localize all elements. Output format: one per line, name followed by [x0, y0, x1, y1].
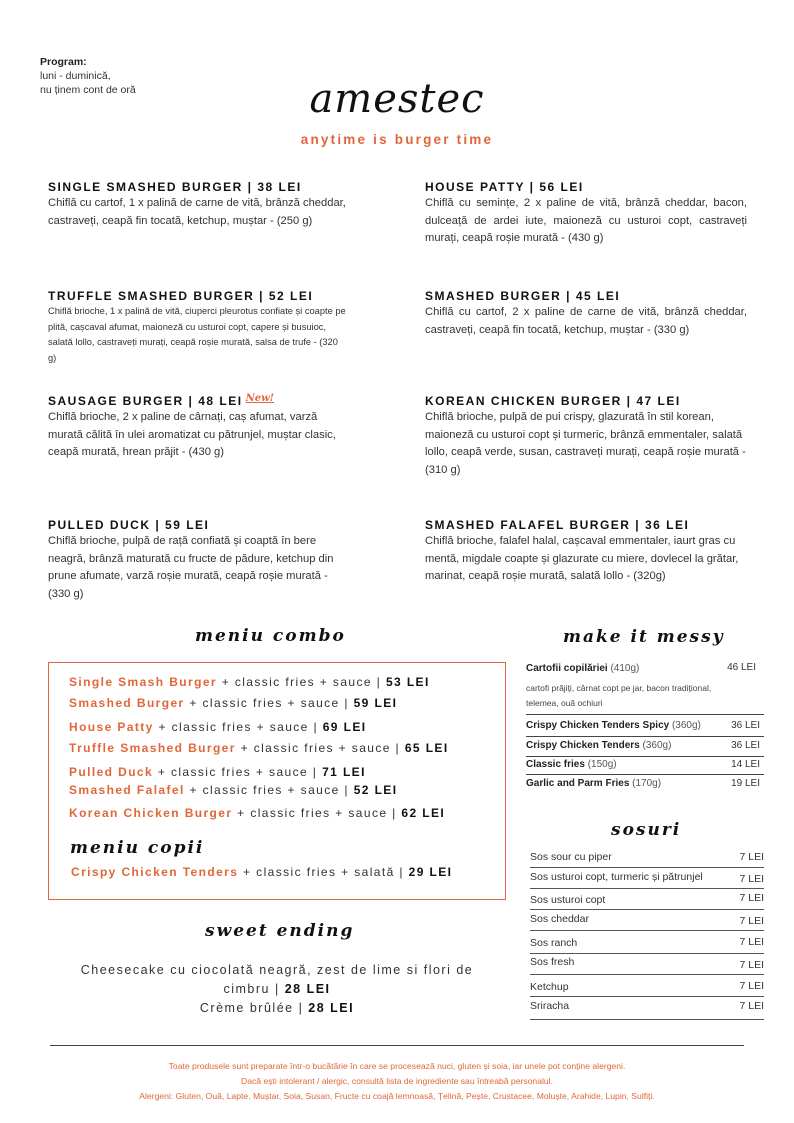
- combo-line: [69, 696, 397, 710]
- dessert-creme-brulee: [48, 999, 506, 1018]
- side-item-description: [526, 681, 776, 711]
- menu-item-title: SMASHED FALAFEL BURGER | 36 LEI: [425, 518, 690, 532]
- combo-name: House Patty: [69, 720, 154, 734]
- menu-item: [425, 289, 747, 339]
- side-item-price: 14 LEI: [731, 759, 760, 770]
- menu-item-description: Chiflă brioche, 2 x paline de cârnați, caș afumat, varză murată călită în ulei aromatizat cu pătrunjel, muștar clasic, ceapă murată, hrean prăjit - (430 g): [48, 411, 336, 458]
- dessert-cheesecake-tail: cimbru |: [223, 982, 285, 996]
- menu-item-title: SMASHED BURGER | 45 LEI: [425, 289, 621, 303]
- divider: [526, 736, 764, 737]
- sauce-item: [530, 981, 764, 993]
- sauce-price: 7 LEI: [739, 936, 764, 948]
- divider: [526, 756, 764, 757]
- sauce-name: Sos ranch: [530, 937, 578, 949]
- program-days: luni - duminică,: [40, 70, 111, 82]
- menu-item-description: Chiflă cu semințe, 2 x paline de vită, brânză cheddar, bacon, dulceață de ardei iute, maioneză cu usturoi copt, castraveți murați, ceapă roșie murată - (430 g): [425, 197, 747, 244]
- combo-name: Smashed Burger: [69, 696, 185, 710]
- combo-name: Smashed Falafel: [69, 783, 185, 797]
- dessert-cheesecake-text: Cheesecake cu ciocolată neagră, zest de lime si flori de: [80, 963, 474, 977]
- menu-item-title-text: SAUSAGE BURGER | 48 LEI: [48, 394, 243, 408]
- sauce-item: [530, 871, 764, 883]
- side-item-weight: (170g): [629, 778, 662, 789]
- sauce-price: 7 LEI: [739, 892, 764, 904]
- side-item: [526, 759, 764, 770]
- combo-extra: + classic fries + sauce |: [153, 720, 323, 734]
- combo-heading: meniu combo: [195, 626, 346, 646]
- sauce-item: [530, 1000, 764, 1012]
- side-item-price: 46 LEI: [727, 662, 756, 673]
- sauce-name: Sos usturoi copt: [530, 894, 606, 906]
- menu-item: [48, 180, 348, 230]
- combo-line: [69, 675, 430, 689]
- side-item-weight: (150g): [584, 759, 617, 770]
- divider: [530, 867, 764, 868]
- side-item-name: Classic fries: [526, 759, 585, 770]
- combo-price: 65 LEI: [404, 741, 449, 755]
- sauce-price: 7 LEI: [739, 851, 764, 863]
- side-item-name: Crispy Chicken Tenders Spicy: [526, 720, 670, 731]
- side-item: [526, 720, 764, 731]
- sauce-item: [530, 956, 764, 971]
- menu-item: [48, 289, 348, 366]
- combo-price: 52 LEI: [353, 783, 398, 797]
- side-item-weight: (360g): [669, 720, 701, 731]
- menu-item-description: Chiflă brioche, 1 x palină de vită, ciuperci pleurotus confiate și coapte pe plită, cașcaval afumat, maioneză cu usturoi copt, capere și busuioc, salată lollo, castraveți murați, ceapă roșie murată, salsa de trufe - (320 g): [48, 306, 346, 363]
- divider: [530, 996, 764, 997]
- combo-extra: + classic fries + sauce |: [216, 675, 386, 689]
- side-item: [526, 778, 764, 789]
- sides-heading: make it messy: [563, 627, 725, 647]
- sauce-name: Sos usturoi copt, turmeric și pătrunjel: [530, 871, 703, 883]
- menu-item: [48, 394, 353, 462]
- menu-item-description: Chiflă cu cartof, 1 x palină de carne de vită, brânză cheddar, castraveți, ceapă fin tocată, ketchup, muștar - (250 g): [48, 197, 346, 227]
- side-item-name: Cartofii copilăriei: [526, 663, 608, 674]
- divider: [530, 953, 764, 954]
- sauce-name: Sos cheddar: [530, 913, 589, 925]
- sauce-item: [530, 894, 764, 906]
- allergen-notice-line: Dacă ești intolerant / alergic, consultă lista de ingrediente sau întreabă personalul.: [241, 1076, 553, 1086]
- menu-item: [425, 518, 747, 586]
- divider: [530, 974, 764, 975]
- menu-item-title: HOUSE PATTY | 56 LEI: [425, 180, 584, 194]
- menu-item-description: Chiflă brioche, pulpă de pui crispy, glazurată în stil korean, maioneză cu usturoi copt și turmeric, brânză emmentaler, salată lollo, ceapă verde, susan, castraveți murați, ceapă roșie murată - (310 g): [425, 411, 746, 476]
- sauce-item: [530, 913, 764, 925]
- dessert-cheesecake-price-line: [48, 980, 506, 999]
- menu-item-title: PULLED DUCK | 59 LEI: [48, 518, 210, 532]
- menu-item-description: Chiflă brioche, falafel halal, cașcaval emmentaler, iaurt gras cu mentă, migdale coapte și glazurate cu miere, dovlecel la grătar, marinat, ceapă roșie murată, salată lollo - (320g): [425, 535, 739, 582]
- side-item-price: 36 LEI: [731, 740, 760, 751]
- combo-price: 71 LEI: [322, 765, 366, 779]
- menu-item-title: KOREAN CHICKEN BURGER | 47 LEI: [425, 394, 681, 408]
- menu-item: [425, 394, 747, 479]
- brand-logo: amestec: [309, 76, 485, 122]
- side-item-description-line: telemea, ouă ochiuri: [526, 698, 603, 708]
- combo-extra: + classic fries + sauce |: [153, 765, 323, 779]
- combo-line: [69, 741, 449, 755]
- footer-divider: [50, 1045, 744, 1046]
- combo-line: [69, 783, 397, 797]
- menu-item-title: TRUFFLE SMASHED BURGER | 52 LEI: [48, 289, 314, 303]
- divider: [530, 888, 764, 889]
- sauce-price: 7 LEI: [739, 1000, 764, 1012]
- dessert-cheesecake-price: 28 LEI: [284, 982, 331, 996]
- sauce-price: 7 LEI: [739, 873, 764, 885]
- combo-extra: + classic fries + sauce |: [184, 783, 354, 797]
- kids-menu-heading: meniu copii: [70, 838, 205, 858]
- sauce-name: Sriracha: [530, 1000, 570, 1012]
- menu-item-description: Chiflă brioche, pulpă de rață confiată și coaptă în bere neagră, brânză maturată cu fructe de pădure, ketchup din prune afumate, varză roșie murată, ceapă roșie murată - (330 g): [48, 535, 334, 600]
- sauces-heading: sosuri: [611, 820, 682, 840]
- side-item-price: 19 LEI: [731, 778, 760, 789]
- sauce-name: Sos fresh: [530, 956, 575, 968]
- allergen-list: Alergeni: Gluten, Ouă, Lapte, Muștar, Soia, Susan, Fructe cu coajă lemnoasă, Țelină, Pește, Crustacee, Moluște, Arahide, Lupin, Sulfiți.: [139, 1091, 655, 1101]
- dessert-creme-brulee-name: Crème brûlée |: [199, 1001, 309, 1015]
- combo-extra: + classic fries + sauce |: [235, 741, 405, 755]
- side-item: [526, 663, 764, 674]
- menu-item: [425, 180, 747, 248]
- kids-menu-name: Crispy Chicken Tenders: [71, 865, 239, 879]
- sauce-price: 7 LEI: [739, 959, 764, 971]
- sauce-price: 7 LEI: [739, 980, 764, 992]
- combo-extra: + classic fries + sauce |: [184, 696, 354, 710]
- dessert-list: [48, 961, 506, 1018]
- kids-menu-extra: + classic fries + salată |: [238, 865, 409, 879]
- combo-price: 53 LEI: [385, 675, 430, 689]
- sauce-price: 7 LEI: [739, 915, 764, 927]
- combo-name: Truffle Smashed Burger: [69, 741, 236, 755]
- brand-tagline: anytime is burger time: [300, 132, 494, 147]
- side-item: [526, 740, 764, 751]
- side-item-description-line: cartofi prăjiți, cârnat copt pe jar, bacon tradițional,: [526, 683, 712, 693]
- side-item-weight: (360g): [639, 740, 672, 751]
- side-item-name: Crispy Chicken Tenders: [526, 740, 640, 751]
- sauce-name: Sos sour cu piper: [530, 851, 612, 863]
- sauce-item: [530, 937, 764, 949]
- kids-menu-price: 29 LEI: [408, 865, 453, 879]
- side-item-name: Garlic and Parm Fries: [526, 778, 630, 789]
- sauce-name: Ketchup: [530, 981, 569, 993]
- divider: [526, 714, 764, 715]
- program-label: Program:: [40, 56, 87, 68]
- combo-name: Pulled Duck: [69, 765, 154, 779]
- menu-item: [48, 518, 348, 603]
- divider: [530, 909, 764, 910]
- divider: [530, 930, 764, 931]
- combo-line: [69, 806, 445, 820]
- kids-menu-line: [71, 865, 452, 879]
- menu-item-title: SINGLE SMASHED BURGER | 38 LEI: [48, 180, 302, 194]
- combo-price: 59 LEI: [353, 696, 398, 710]
- menu-item-description: Chiflă cu cartof, 2 x paline de carne de vită, brânză cheddar, castraveți, ceapă fin tocată, ketchup, muștar - (330 g): [425, 306, 747, 336]
- program-note: nu ținem cont de oră: [40, 84, 136, 96]
- sauce-item: [530, 851, 764, 863]
- combo-name: Korean Chicken Burger: [69, 806, 233, 820]
- combo-line: [69, 720, 366, 734]
- allergen-notice: [0, 1059, 794, 1104]
- combo-name: Single Smash Burger: [69, 675, 217, 689]
- combo-price: 62 LEI: [401, 806, 446, 820]
- divider: [526, 774, 764, 775]
- allergen-notice-line: Toate produsele sunt preparate într-o bucătărie în care se procesează nuci, gluten și soia, iar unele pot conține alergeni.: [168, 1061, 626, 1071]
- combo-line: [69, 765, 366, 779]
- menu-item-title: [48, 394, 353, 408]
- dessert-heading: sweet ending: [205, 921, 355, 941]
- side-item-weight: (410g): [607, 663, 640, 674]
- combo-price: 69 LEI: [322, 720, 367, 734]
- new-badge: New!: [245, 393, 275, 404]
- divider: [530, 1019, 764, 1020]
- dessert-creme-brulee-price: 28 LEI: [308, 1001, 355, 1015]
- side-item-price: 36 LEI: [731, 720, 760, 731]
- combo-extra: + classic fries + sauce |: [232, 806, 402, 820]
